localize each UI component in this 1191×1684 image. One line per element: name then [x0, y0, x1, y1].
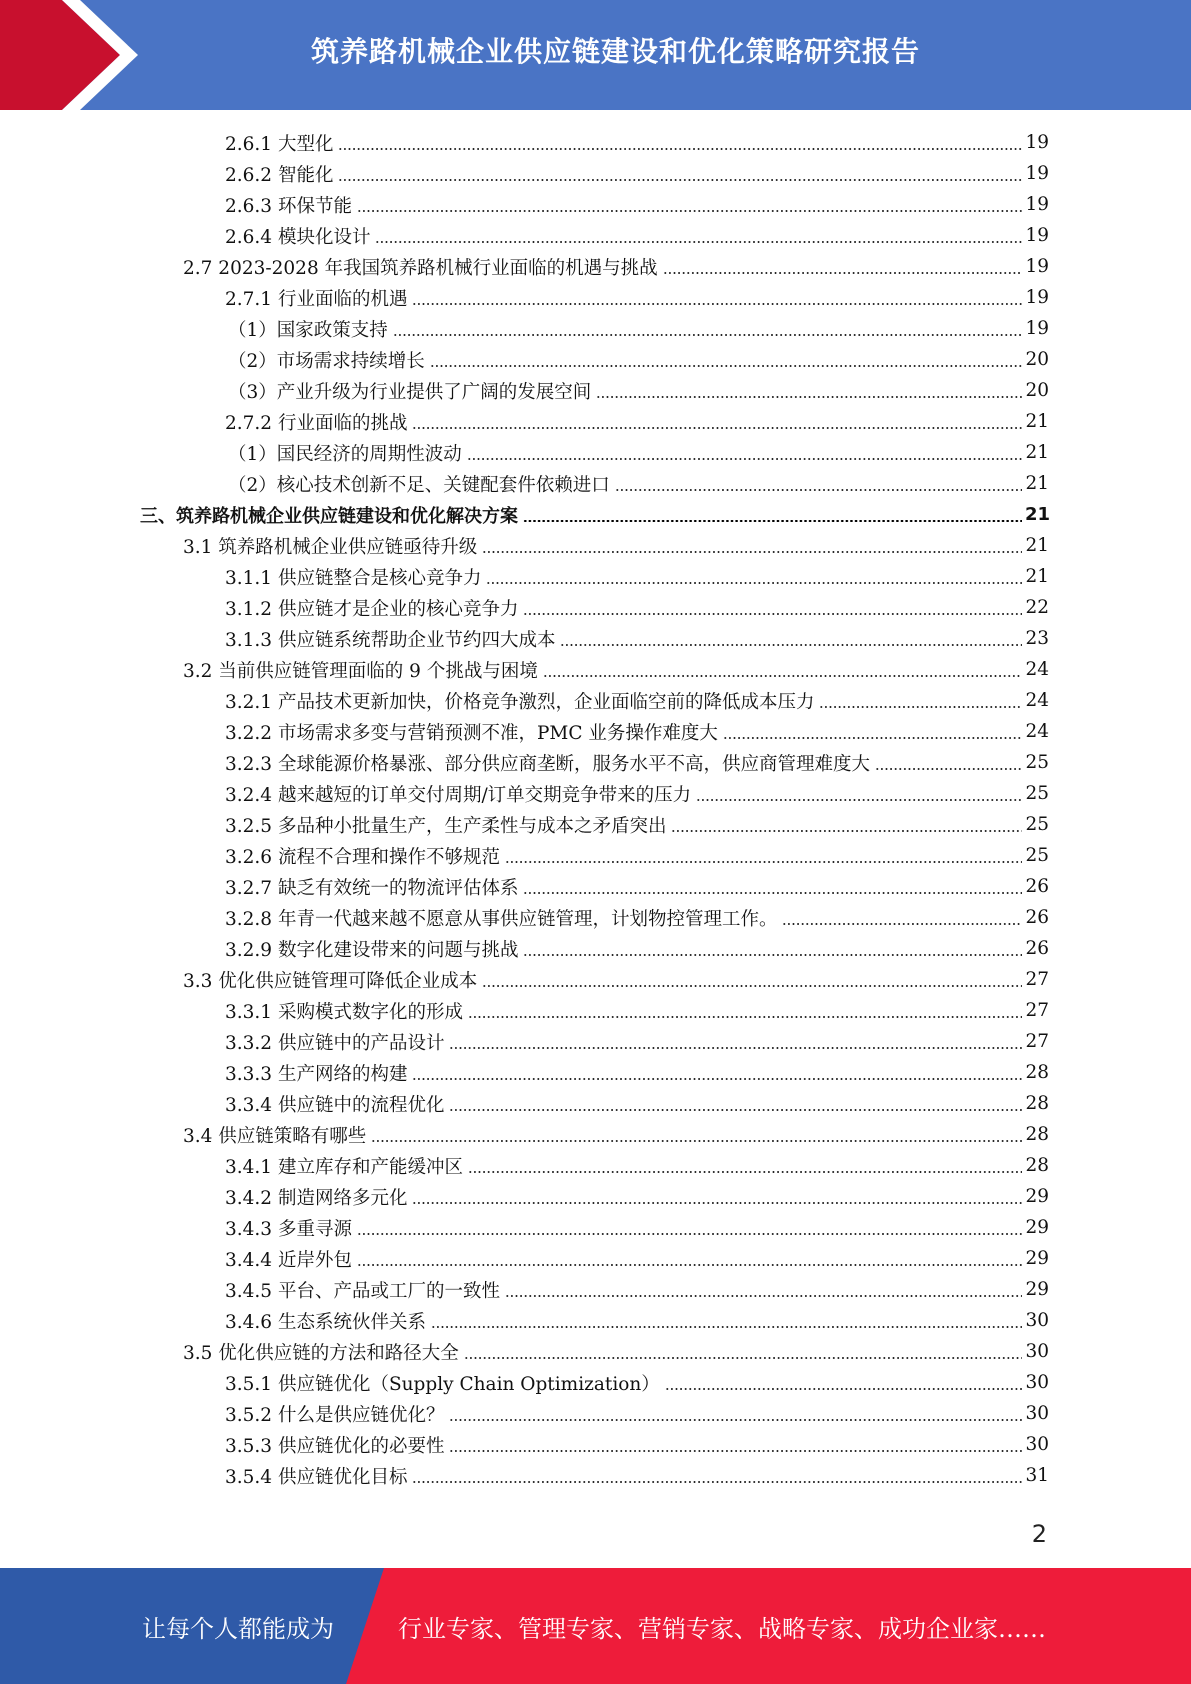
toc-entry[interactable]	[225, 1212, 1049, 1243]
toc-label: 3.3.3 生产网络的构建	[225, 1063, 408, 1085]
toc-label: 2.7.2 行业面临的挑战	[225, 412, 408, 434]
toc-label: 3.4.5 平台、产品或工厂的一致性	[225, 1280, 500, 1302]
toc-label: 2.6.3 环保节能	[225, 195, 352, 217]
toc-label: （1）国家政策支持	[228, 319, 388, 341]
toc-page: 25	[1025, 814, 1049, 835]
toc-page: 29	[1025, 1248, 1049, 1269]
toc-page: 25	[1025, 783, 1049, 804]
toc-entry[interactable]	[225, 220, 1049, 251]
toc-entry[interactable]	[225, 1305, 1049, 1336]
toc-leader-dots	[523, 613, 1022, 615]
toc-page: 24	[1025, 659, 1049, 680]
toc-page: 28	[1025, 1155, 1049, 1176]
toc-leader-dots	[449, 1450, 1022, 1452]
toc-label: （3）产业升级为行业提供了广阔的发展空间	[228, 381, 592, 403]
toc-leader-dots	[357, 210, 1022, 212]
toc-leader-dots	[468, 1171, 1022, 1173]
footer-slogan-left: 让每个人都能成为	[142, 1614, 334, 1643]
toc-label: 2.6.1 大型化	[225, 133, 334, 155]
toc-page: 27	[1025, 1000, 1049, 1021]
toc-entry[interactable]	[225, 1150, 1049, 1181]
toc-page: 21	[1025, 535, 1049, 556]
toc-entry[interactable]	[225, 282, 1049, 313]
toc-entry[interactable]	[225, 685, 1049, 716]
toc-entry[interactable]	[183, 530, 1049, 561]
toc-leader-dots	[393, 334, 1022, 336]
toc-entry[interactable]	[225, 1429, 1049, 1460]
chevron-logo-icon	[0, 0, 160, 110]
toc-label: 3.1 筑养路机械企业供应链亟待升级	[183, 536, 478, 558]
toc-entry[interactable]	[228, 344, 1049, 375]
toc-entry[interactable]	[225, 902, 1049, 933]
toc-page: 25	[1025, 845, 1049, 866]
toc-label: 3.2.2 市场需求多变与营销预测不准，PMC 业务操作难度大	[225, 722, 718, 744]
toc-label: （2）市场需求持续增长	[228, 350, 425, 372]
toc-entry[interactable]	[225, 1181, 1049, 1212]
toc-leader-dots	[430, 365, 1022, 367]
toc-leader-dots	[412, 1202, 1022, 1204]
toc-leader-dots	[412, 303, 1022, 305]
toc-entry[interactable]	[225, 1243, 1049, 1274]
toc-label: 3.2.1 产品技术更新加快，价格竞争激烈，企业面临空前的降低成本压力	[225, 691, 815, 713]
toc-label: 2.7 2023-2028 年我国筑养路机械行业面临的机遇与挑战	[183, 257, 658, 279]
toc-leader-dots	[338, 179, 1022, 181]
toc-label: 3.4.3 多重寻源	[225, 1218, 352, 1240]
toc-label: 3.5.1 供应链优化（Supply Chain Optimization）	[225, 1373, 660, 1395]
toc-leader-dots	[412, 427, 1022, 429]
toc-page: 26	[1025, 907, 1049, 928]
toc-leader-dots	[371, 1140, 1022, 1142]
toc-page: 21	[1025, 442, 1049, 463]
toc-page: 19	[1025, 225, 1049, 246]
toc-leader-dots	[464, 1357, 1022, 1359]
toc-label: （1）国民经济的周期性波动	[228, 443, 462, 465]
toc-page: 29	[1025, 1217, 1049, 1238]
page-footer	[0, 1568, 1191, 1684]
toc-page: 27	[1025, 969, 1049, 990]
toc-label: 3.5.4 供应链优化目标	[225, 1466, 408, 1488]
toc-leader-dots	[449, 1419, 1022, 1421]
toc-page: 30	[1025, 1434, 1049, 1455]
toc-entry[interactable]	[228, 375, 1049, 406]
toc-label: 3.4.2 制造网络多元化	[225, 1187, 408, 1209]
page-header	[0, 0, 1191, 110]
toc-leader-dots	[663, 272, 1022, 274]
toc-leader-dots	[671, 830, 1022, 832]
toc-entry[interactable]	[225, 127, 1049, 158]
toc-leader-dots	[723, 737, 1022, 739]
toc-leader-dots	[431, 1326, 1022, 1328]
toc-leader-dots	[486, 582, 1022, 584]
toc-entry[interactable]	[225, 592, 1049, 623]
toc-page: 19	[1025, 163, 1049, 184]
page-number: 2	[1031, 1520, 1047, 1548]
toc-page: 30	[1025, 1310, 1049, 1331]
toc-leader-dots	[505, 861, 1022, 863]
toc-label: （2）核心技术创新不足、关键配套件依赖进口	[228, 474, 610, 496]
toc-leader-dots	[560, 644, 1022, 646]
toc-leader-dots	[449, 1109, 1022, 1111]
toc-entry[interactable]	[183, 654, 1049, 685]
toc-label: 2.7.1 行业面临的机遇	[225, 288, 408, 310]
toc-leader-dots	[338, 148, 1022, 150]
toc-label: 3.2.6 流程不合理和操作不够规范	[225, 846, 500, 868]
toc-page: 19	[1025, 256, 1049, 277]
toc-entry[interactable]	[228, 468, 1049, 499]
toc-entry[interactable]	[228, 437, 1049, 468]
toc-page: 21	[1025, 566, 1049, 587]
toc-leader-dots	[523, 954, 1022, 956]
toc-label: 3.2 当前供应链管理面临的 9 个挑战与困境	[183, 660, 538, 682]
toc-entry[interactable]	[228, 313, 1049, 344]
toc-label: 3.4.6 生态系统伙伴关系	[225, 1311, 426, 1333]
footer-slogan-right: 行业专家、管理专家、营销专家、战略专家、成功企业家……	[398, 1614, 1046, 1643]
toc-page: 24	[1025, 690, 1049, 711]
toc-page: 20	[1025, 349, 1049, 370]
toc-page: 19	[1025, 318, 1049, 339]
toc-entry[interactable]	[183, 251, 1049, 282]
toc-leader-dots	[375, 241, 1022, 243]
toc-page: 26	[1025, 938, 1049, 959]
toc-entry[interactable]	[225, 716, 1049, 747]
toc-page: 28	[1025, 1093, 1049, 1114]
toc-label: 2.6.4 模块化设计	[225, 226, 371, 248]
toc-entry[interactable]	[225, 561, 1049, 592]
document-title: 筑养路机械企业供应链建设和优化策略研究报告	[310, 35, 920, 68]
toc-entry[interactable]	[225, 840, 1049, 871]
toc-page: 21	[1025, 411, 1049, 432]
toc-leader-dots	[523, 520, 1022, 522]
toc-label: 3.2.8 年青一代越来越不愿意从事供应链管理，计划物控管理工作。	[225, 908, 778, 930]
toc-entry[interactable]	[225, 1057, 1049, 1088]
toc-entry[interactable]	[183, 1336, 1049, 1367]
toc-leader-dots	[357, 1264, 1022, 1266]
toc-leader-dots	[482, 551, 1022, 553]
toc-leader-dots	[819, 706, 1022, 708]
toc-leader-dots	[875, 768, 1022, 770]
toc-page: 19	[1025, 194, 1049, 215]
toc-label: 3.3 优化供应链管理可降低企业成本	[183, 970, 478, 992]
toc-page: 25	[1025, 752, 1049, 773]
toc-leader-dots	[357, 1233, 1022, 1235]
toc-entry[interactable]	[183, 1119, 1049, 1150]
toc-label: 3.4.1 建立库存和产能缓冲区	[225, 1156, 463, 1178]
toc-page: 19	[1025, 132, 1049, 153]
toc-page: 30	[1025, 1341, 1049, 1362]
toc-label: 3.1.3 供应链系统帮助企业节约四大成本	[225, 629, 556, 651]
toc-label: 3.2.9 数字化建设带来的问题与挑战	[225, 939, 519, 961]
toc-leader-dots	[543, 675, 1022, 677]
toc-label: 3.3.2 供应链中的产品设计	[225, 1032, 445, 1054]
toc-leader-dots	[596, 396, 1022, 398]
toc-leader-dots	[665, 1388, 1022, 1390]
toc-page: 26	[1025, 876, 1049, 897]
toc-page: 30	[1025, 1372, 1049, 1393]
toc-leader-dots	[412, 1481, 1022, 1483]
toc-entry[interactable]	[225, 189, 1049, 220]
toc-page: 21	[1025, 473, 1049, 494]
toc-page: 30	[1025, 1403, 1049, 1424]
toc-page: 23	[1025, 628, 1049, 649]
toc-entry[interactable]	[225, 1460, 1049, 1491]
toc-label: 3.2.3 全球能源价格暴涨、部分供应商垄断，服务水平不高，供应商管理难度大	[225, 753, 870, 775]
toc-entry[interactable]	[225, 1274, 1049, 1305]
toc-leader-dots	[467, 458, 1022, 460]
toc-label: 3.1.2 供应链才是企业的核心竞争力	[225, 598, 519, 620]
toc-page: 29	[1025, 1279, 1049, 1300]
toc-leader-dots	[615, 489, 1022, 491]
toc-label: 三、筑养路机械企业供应链建设和优化解决方案	[140, 505, 518, 527]
toc-entry[interactable]	[225, 158, 1049, 189]
toc-entry[interactable]	[225, 1398, 1049, 1429]
toc-leader-dots	[696, 799, 1022, 801]
toc-page: 24	[1025, 721, 1049, 742]
toc-page: 28	[1025, 1124, 1049, 1145]
toc-label: 3.5.3 供应链优化的必要性	[225, 1435, 445, 1457]
toc-label: 3.2.7 缺乏有效统一的物流评估体系	[225, 877, 519, 899]
toc-label: 3.3.4 供应链中的流程优化	[225, 1094, 445, 1116]
toc-label: 3.3.1 采购模式数字化的形成	[225, 1001, 463, 1023]
toc-entry[interactable]	[225, 778, 1049, 809]
toc-label: 3.2.4 越来越短的订单交付周期/订单交期竞争带来的压力	[225, 784, 692, 806]
toc-label: 3.5 优化供应链的方法和路径大全	[183, 1342, 459, 1364]
toc-label: 2.6.2 智能化	[225, 164, 334, 186]
toc-leader-dots	[482, 985, 1022, 987]
toc-page: 19	[1025, 287, 1049, 308]
toc-label: 3.1.1 供应链整合是核心竞争力	[225, 567, 482, 589]
toc-label: 3.4 供应链策略有哪些	[183, 1125, 367, 1147]
toc-label: 3.5.2 什么是供应链优化？	[225, 1404, 445, 1426]
toc-page: 29	[1025, 1186, 1049, 1207]
toc-chapter-entry[interactable]	[140, 499, 1049, 530]
toc-leader-dots	[523, 892, 1022, 894]
toc-leader-dots	[505, 1295, 1022, 1297]
toc-page: 31	[1025, 1465, 1049, 1486]
toc-entry[interactable]	[225, 1367, 1049, 1398]
toc-page: 22	[1025, 597, 1049, 618]
toc-leader-dots	[782, 923, 1022, 925]
toc-entry[interactable]	[225, 747, 1049, 778]
toc-entry[interactable]	[225, 871, 1049, 902]
toc-entry[interactable]	[225, 406, 1049, 437]
toc-entry[interactable]	[225, 933, 1049, 964]
toc-page: 28	[1025, 1062, 1049, 1083]
toc-entry[interactable]	[225, 623, 1049, 654]
toc-leader-dots	[449, 1047, 1022, 1049]
toc-page: 21	[1025, 504, 1051, 525]
toc-page: 27	[1025, 1031, 1049, 1052]
toc-entry[interactable]	[225, 809, 1049, 840]
toc-label: 3.4.4 近岸外包	[225, 1249, 352, 1271]
toc-entry[interactable]	[225, 995, 1049, 1026]
toc-label: 3.2.5 多品种小批量生产，生产柔性与成本之矛盾突出	[225, 815, 667, 837]
toc-leader-dots	[468, 1016, 1022, 1018]
toc-entry[interactable]	[225, 1088, 1049, 1119]
toc-page: 20	[1025, 380, 1049, 401]
toc-leader-dots	[412, 1078, 1022, 1080]
toc-entry[interactable]	[225, 1026, 1049, 1057]
toc-entry[interactable]	[183, 964, 1049, 995]
